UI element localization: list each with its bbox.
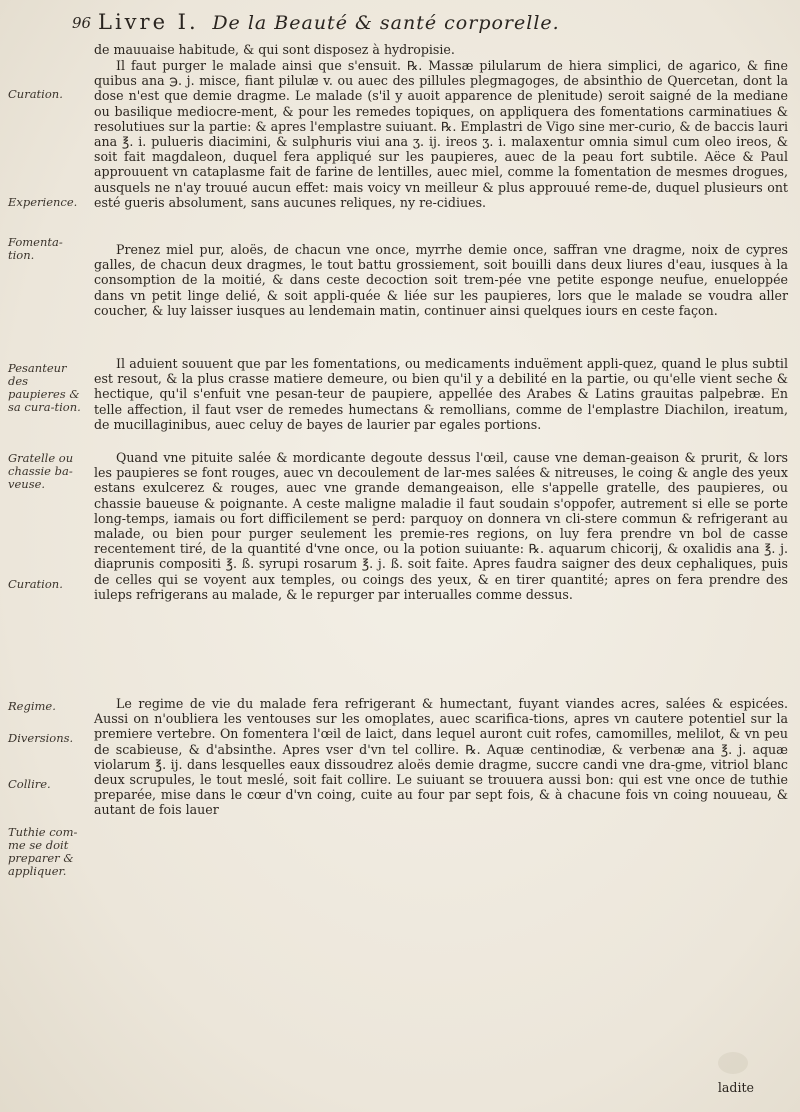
running-header	[0, 10, 800, 40]
margin-note: Gratelle ou chassie ba-veuse.	[8, 451, 74, 491]
paragraph: Prenez miel pur, aloës, de chacun vne once, myrrhe demie once, saffran vne dragme, noix de cypres galles, de chacun deux dragmes, le tout battu grossiement, soit bouilli dans deux liures d'eau, iusques à la consomption de la moitié, & dans ceste decoction soit trem-pée vne petite esponge neufue, enueloppée dans vn petit linge delié, & soit appli-quée & liée sur les paupieres, lors que le malade se voudra aller coucher, & luy laisser iusques au lendemain matin, continuer ainsi quelques iours en ceste façon.	[94, 242, 788, 318]
margin-note: Regime.	[8, 699, 56, 713]
margin-note: Curation.	[8, 577, 63, 591]
margin-note: Collire.	[8, 777, 51, 791]
margin-note: Fomenta-tion.	[8, 235, 63, 262]
margin-note: Curation.	[8, 87, 63, 101]
margin-note: Experience.	[8, 195, 78, 209]
margin-note: Diversions.	[8, 731, 74, 745]
paragraph: Il aduient souuent que par les fomentations, ou medicaments induëment appli-quez, quand le plus subtil est resout, & la plus crasse matiere demeure, ou bien qu'il y a debilité en la partie, ou qu'elle vient seche & hectique, qu'il s'enfuit vne pesan-teur de paupiere, appellée des Arabes & Latins grauitas palpebræ. En telle affection, il faut vser de remedes humectans & remollians, comme de l'emplastre Diachilon, ireatum, de mucillaginibus, auec celuy de bayes de laurier par egales portions.	[94, 356, 788, 432]
paragraph: Il faut purger le malade ainsi que s'ensuit. ℞. Massæ pilularum de hiera simplici, de agarico, & fine quibus ana ℈. j. misce, fiant pilulæ v. ou auec des pillules plegmagoges, de absinthio de Quercetan, dont la dose n'est que demie dragme. Le malade (s'il y auoit apparence de plenitude) seroit saigné de la mediane ou basilique mediocre-ment, & pour les remedes topiques, on appliquera des fomentations carminatiues & resolutiues sur la partie: & apres l'emplastre suiuant. ℞. Emplastri de Vigo sine mer-curio, & de baccis lauri ana ℥. i. pulueris diacimini, & sulphuris viui ana ʒ. ij. ireos ʒ. i. malaxentur omnia simul cum oleo ireos, & soit fait magdaleon, duquel fera appliqué sur les paupieres, auec de la peau fort subtile. Aëce & Paul approuuent vn cataplasme fait de farine de lentilles, auec miel, comme la fomentation de mesmes drogues, ausquels ne n'ay trouué aucun effet: mais voicy vn meilleur & plus approuué reme-de, duquel plusieurs ont esté gueris absolument, sans aucunes reliques, ny re-cidiues.	[94, 58, 788, 210]
margin-note: Tuthie com-me se doit preparer & appliquer.	[8, 825, 78, 878]
catchword: ladite	[717, 1080, 754, 1095]
margin-note: Pesanteur des paupieres & sa cura-tion.	[8, 361, 81, 414]
paragraph: Le regime de vie du malade fera refrigerant & humectant, fuyant viandes acres, salées & espicées. Aussi on n'oubliera les ventouses sur les omoplates, auec scarifica-tions, apres vn cautere potentiel sur la premiere vertebre. On fomentera l'œil de laict, dans lequel auront cuit rofes, camomilles, melilot, & vn peu de scabieuse, & d'absinthe. Apres vser d'vn tel collire. ℞. Aquæ centinodiæ, & verbenæ ana ℥. j. aquæ violarum ℥. ij. dans lesquelles eaux dissoudrez aloës demie dragme, succre candi vne dra-gme, vitriol blanc deux scrupules, le tout meslé, soit fait collire. Le suiuant se trouuera aussi bon: qui est vne once de tuthie preparée, mise dans le cœur d'vn coing, cuite au four par sept fois, & à chacune fois vn coing nouueau, & autant de fois lauer	[94, 696, 788, 818]
page-number: 96	[72, 14, 92, 32]
book-label: Livre I.	[98, 10, 199, 34]
page-title: De la Beauté & santé corporelle.	[212, 12, 560, 34]
paper-stain	[718, 1052, 748, 1074]
paragraph: de mauuaise habitude, & qui sont disposez à hydropisie.	[94, 42, 455, 57]
paragraph: Quand vne pituite salée & mordicante degoute dessus l'œil, cause vne deman-geaison & prurit, & lors les paupieres se font rouges, auec vn decoulement de lar-mes salées & nitreuses, le coing & angle des yeux estans exulcerez & rouges, auec vne grande demangeaison, elle s'appelle gratelle, des paupieres, ou chassie baueuse & poignante. A ceste maligne maladie il faut soudain s'oppofer, autrement si elle se porte long-temps, iamais ou fort difficilement se perd: parquoy on donnera vn cli-stere commun & refrigerant au malade, ou bien pour purger seulement les premie-res regions, on luy fera prendre vn bol de casse recentement tiré, de la quantité d'vne once, ou la potion suiuante: ℞. aquarum chicorij, & oxalidis ana ℥. j. diaprunis compositi ℥. ß. syrupi rosarum ℥. j. ß. soit faite. Apres faudra saigner des deux cephaliques, puis de celles qui se voyent aux temples, ou coings des yeux, & en tirer quantité; apres on fera prendre des iuleps refrigerans au malade, & le repurger par interualles comme dessus.	[94, 450, 788, 602]
running-head	[98, 10, 560, 34]
